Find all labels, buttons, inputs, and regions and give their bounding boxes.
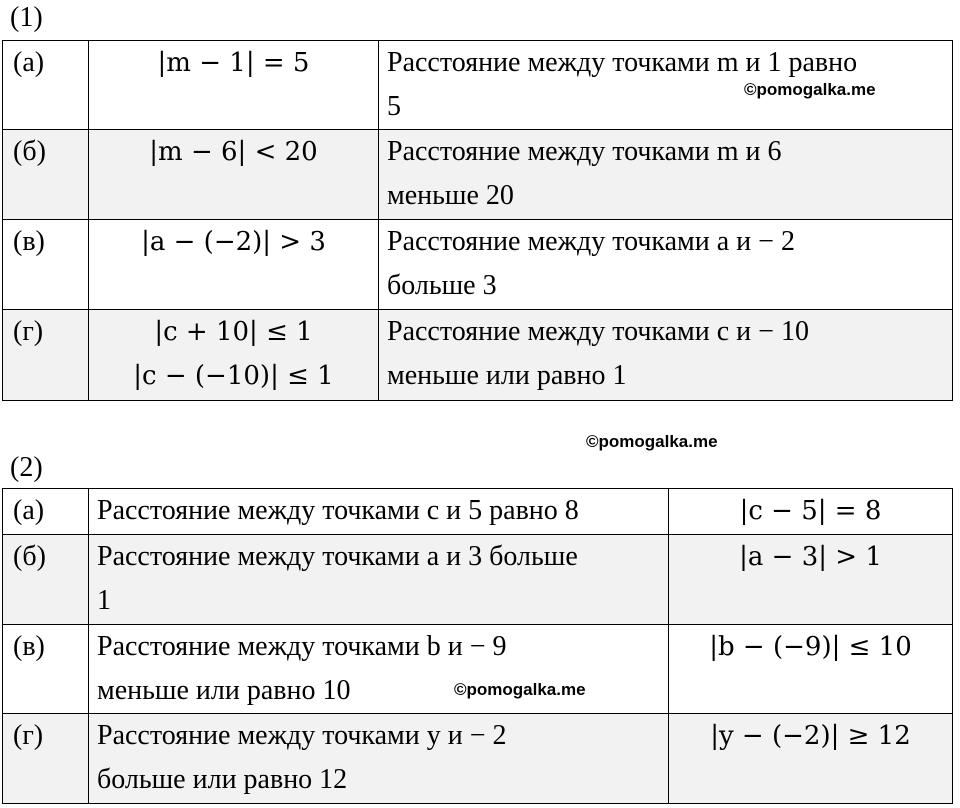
table-row (3, 714, 953, 804)
table-row (3, 489, 953, 535)
description: Расстояние между точками y и − 2 больше или равно 12 (89, 714, 669, 804)
math-expression: |c + 10| ≤ 1 |c − (−10)| ≤ 1 (89, 310, 379, 401)
math-expression: |m − 6| < 20 (89, 130, 379, 220)
row-letter: (в) (3, 220, 89, 310)
section-1-label: (1) (10, 2, 43, 33)
description: Расстояние между точками c и 5 равно 8 (89, 489, 669, 535)
description: Расстояние между точками a и 3 больше 1 (89, 535, 669, 625)
table-row (3, 220, 953, 310)
description: Расстояние между точками m и 6 меньше 20 (379, 130, 953, 220)
description: Расстояние между точками c и − 10 меньше или равно 1 (379, 310, 953, 401)
table-row (3, 310, 953, 401)
math-expression: |y − (−2)| ≥ 12 (669, 714, 953, 804)
watermark: ©pomogalka.me (744, 80, 876, 99)
description: Расстояние между точками m и 1 равно 5 (379, 41, 953, 130)
math-expression: |b − (−9)| ≤ 10 (669, 625, 953, 714)
row-letter: (а) (3, 489, 89, 535)
description: Расстояние между точками b и − 9 меньше или равно 10 (89, 625, 669, 714)
row-letter: (г) (3, 310, 89, 401)
row-letter: (б) (3, 130, 89, 220)
description: Расстояние между точками a и − 2 больше 3 (379, 220, 953, 310)
watermark: ©pomogalka.me (454, 680, 586, 699)
table-row (3, 130, 953, 220)
row-letter: (а) (3, 41, 89, 130)
math-expression: |a − (−2)| > 3 (89, 220, 379, 310)
math-expression: |a − 3| > 1 (669, 535, 953, 625)
row-letter: (б) (3, 535, 89, 625)
table-row (3, 625, 953, 714)
watermark: ©pomogalka.me (586, 432, 718, 451)
row-letter: (в) (3, 625, 89, 714)
row-letter: (г) (3, 714, 89, 804)
table-row (3, 535, 953, 625)
section-2-label: (2) (10, 452, 43, 483)
table-2 (2, 488, 953, 804)
math-expression: |m − 1| = 5 (89, 41, 379, 130)
math-expression: |c − 5| = 8 (669, 489, 953, 535)
